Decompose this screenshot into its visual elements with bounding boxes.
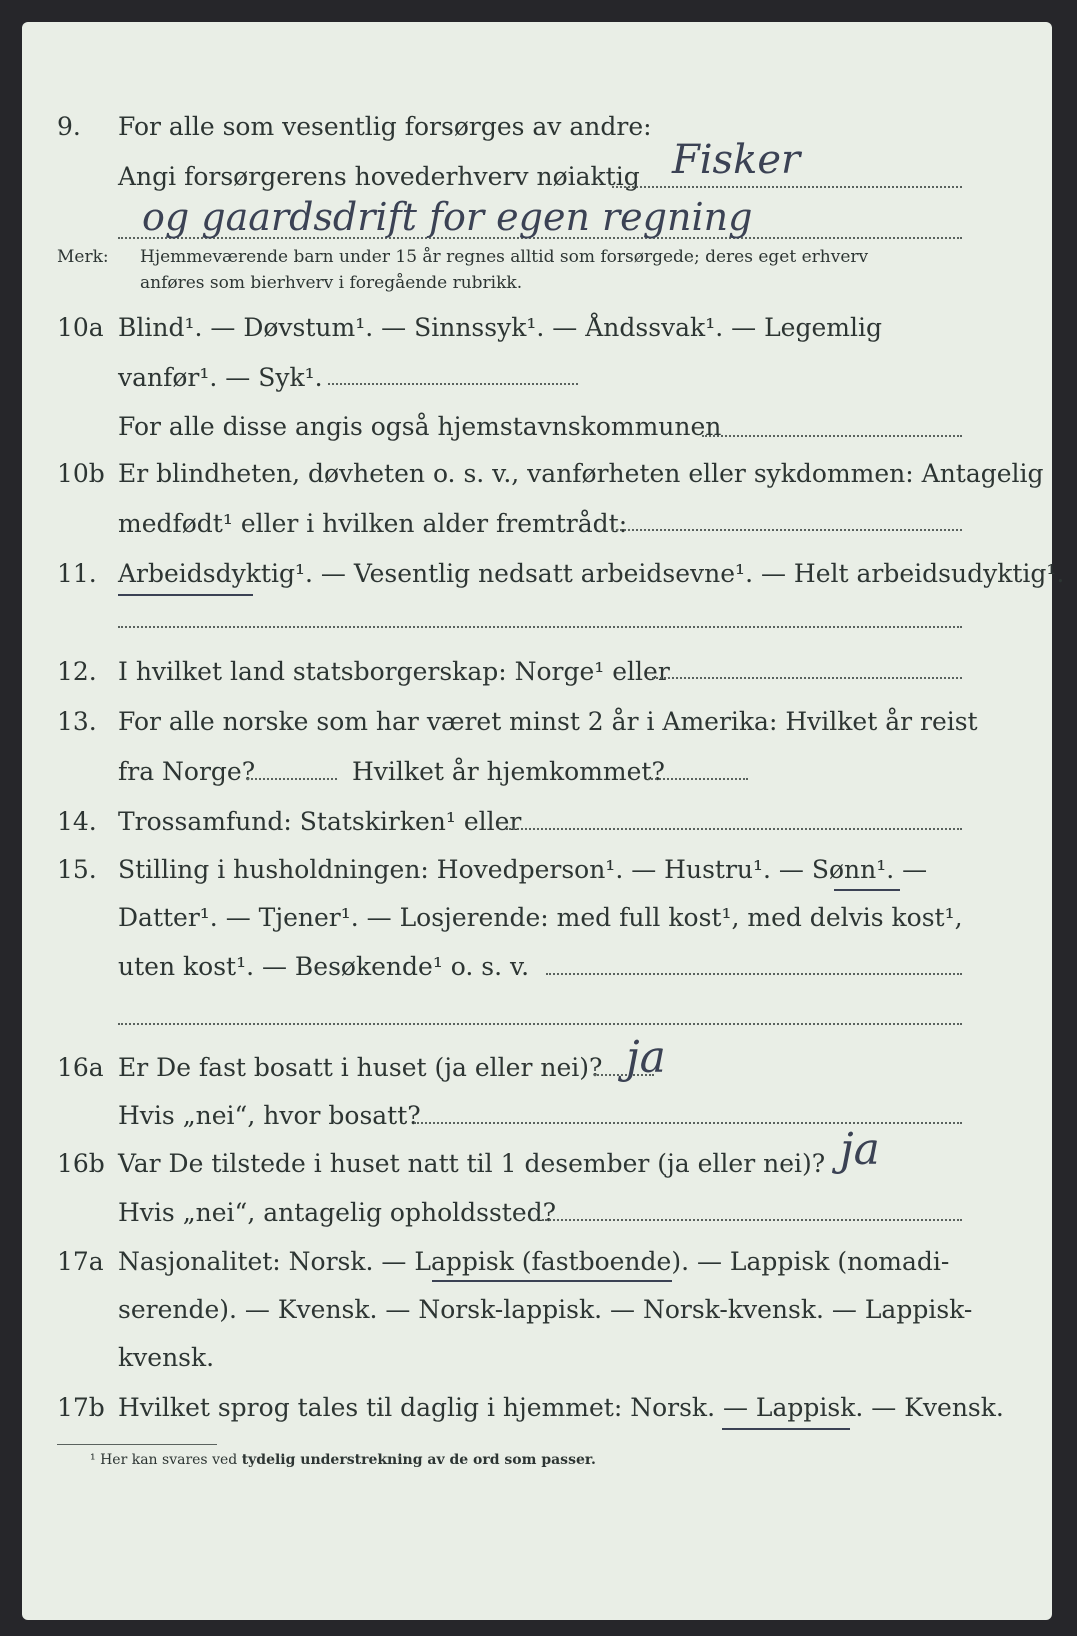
q11-text-1: Arbeidsdyktig¹. — Vesentlig nedsatt arbeidsevne¹. — Helt arbeidsudyktig¹. [118, 559, 1065, 588]
q11-number: 11. [57, 559, 97, 588]
q10a-text-2: vanfør¹. — Syk¹. [118, 363, 323, 392]
q14-answer-line [506, 828, 962, 830]
q15-text-1: Stilling i husholdningen: Hovedperson¹. — Hustru¹. — Sønn¹. — [118, 855, 928, 884]
q10a-text-3: For alle disse angis også hjemstavnskommunen [118, 412, 722, 441]
q17a-text-3: kvensk. [118, 1343, 215, 1372]
q10a-number: 10a [57, 313, 104, 342]
q16b-text-2: Hvis „nei“, antagelig opholdssted? [118, 1198, 557, 1227]
census-form-page [22, 22, 1065, 1620]
q10b-text-2: medfødt¹ eller i hvilken alder fremtrådt: [118, 509, 628, 538]
q13-number: 13. [57, 707, 97, 736]
q15-text-3: uten kost¹. — Besøkende¹ o. s. v. [118, 952, 530, 981]
q9-handwritten-answer-1: Fisker [672, 137, 801, 183]
footnote-text-bold: tydelig understrekning av de ord som passer. [241, 1452, 596, 1468]
q10a-answer-line-1 [328, 383, 578, 385]
q9-answer-line-1 [612, 186, 962, 188]
q15-text-2: Datter¹. — Tjener¹. — Losjerende: med full kost¹, med delvis kost¹, [118, 903, 963, 932]
q12-number: 12. [57, 657, 97, 686]
q13-text-1: For alle norske som har været minst 2 år i Amerika: Hvilket år reist [118, 707, 978, 736]
q13-answer-line-1 [247, 778, 337, 780]
q12-answer-line [652, 677, 962, 679]
q9-number: 9. [57, 112, 81, 141]
q15-answer-line-2 [118, 1023, 962, 1025]
q16a-handwritten-answer: ja [626, 1032, 666, 1083]
merk-text-1: Hjemmeværende barn under 15 år regnes alltid som forsørgede; deres eget erhverv [140, 247, 869, 267]
q16b-handwritten-answer: ja [840, 1124, 880, 1175]
q10b-answer-line [612, 529, 962, 531]
q15-underline-mark [834, 889, 900, 891]
q17a-text-1: Nasjonalitet: Norsk. — Lappisk (fastboende). — Lappisk (nomadi- [118, 1247, 950, 1276]
q14-number: 14. [57, 807, 97, 836]
q17a-underline-mark [432, 1280, 672, 1282]
q9-text-1: For alle som vesentlig forsørges av andre: [118, 112, 652, 141]
footnote [90, 1452, 596, 1468]
q17b-underline-mark [722, 1428, 850, 1430]
q16b-number: 16b [57, 1149, 105, 1178]
merk-label: Merk: [57, 247, 109, 267]
merk-text-2: anføres som bierhverv i foregående rubrikk. [140, 273, 523, 293]
q13-answer-line-2 [648, 778, 748, 780]
q16a-number: 16a [57, 1053, 104, 1082]
q15-answer-line-1 [546, 973, 962, 975]
q9-handwritten-answer-2: og gaardsdrift for egen regning [142, 195, 753, 239]
footnote-rule [57, 1444, 217, 1445]
q13-text-2a: fra Norge? [118, 757, 256, 786]
q17a-text-2: serende). — Kvensk. — Norsk-lappisk. — Norsk-kvensk. — Lappisk- [118, 1295, 973, 1324]
q14-text-1: Trossamfund: Statskirken¹ eller [118, 807, 522, 836]
q17b-text-1: Hvilket sprog tales til daglig i hjemmet: Norsk. — Lappisk. — Kvensk. [118, 1393, 1004, 1422]
q16a-text-2: Hvis „nei“, hvor bosatt? [118, 1101, 421, 1130]
q16b-answer-line [542, 1219, 962, 1221]
q13-text-2b: Hvilket år hjemkommet? [352, 757, 665, 786]
q17a-number: 17a [57, 1247, 104, 1276]
q16a-text-1: Er De fast bosatt i huset (ja eller nei)? [118, 1053, 603, 1082]
q16b-text-1: Var De tilstede i huset natt til 1 desember (ja eller nei)? [118, 1149, 826, 1178]
q15-number: 15. [57, 855, 97, 884]
footnote-mark: ¹ [90, 1452, 96, 1468]
q9-text-2: Angi forsørgerens hovederhverv nøiaktig [118, 162, 640, 191]
q17b-number: 17b [57, 1393, 105, 1422]
q11-answer-line [118, 626, 962, 628]
q10b-text-1: Er blindheten, døvheten o. s. v., vanførheten eller sykdommen: Antagelig [118, 459, 1044, 488]
q10b-number: 10b [57, 459, 105, 488]
q10a-text-1: Blind¹. — Døvstum¹. — Sinnssyk¹. — Åndssvak¹. — Legemlig [118, 313, 882, 342]
q11-underline-mark [118, 594, 253, 596]
q10a-answer-line-2 [702, 435, 962, 437]
footnote-text: Her kan svares ved [100, 1452, 238, 1468]
q12-text-1: I hvilket land statsborgerskap: Norge¹ eller [118, 657, 670, 686]
